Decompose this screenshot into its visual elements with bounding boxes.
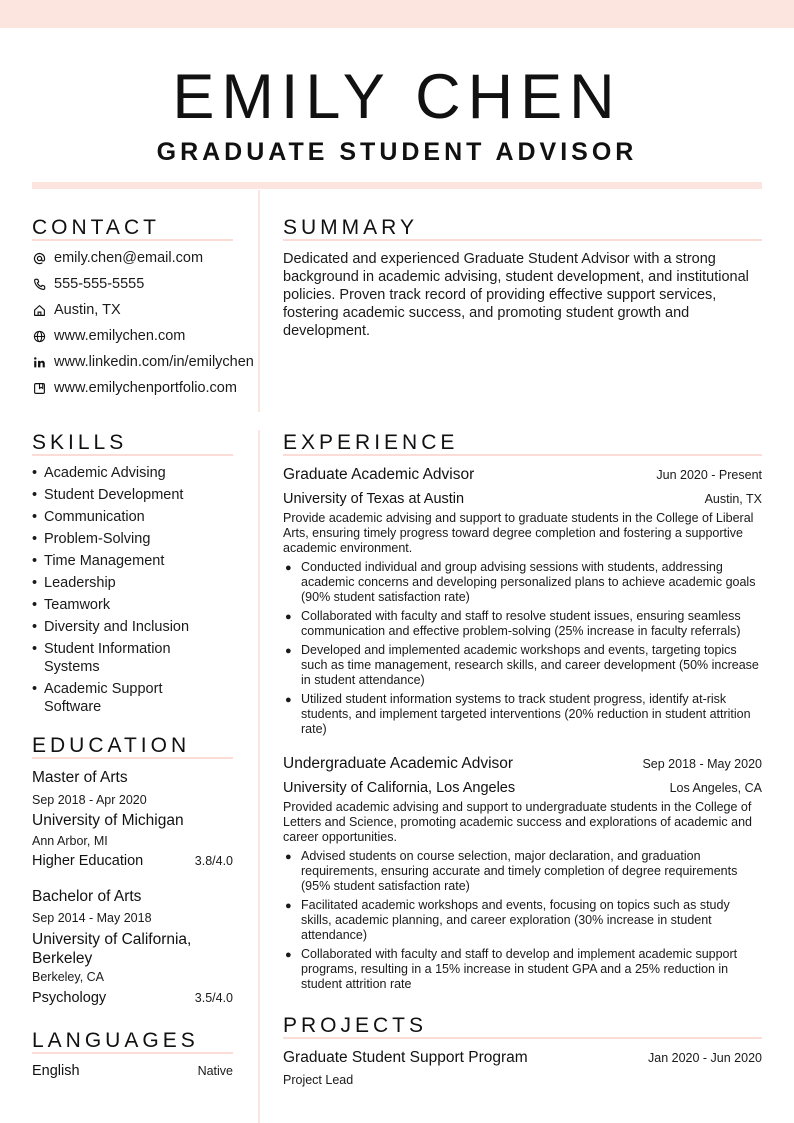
job-bullet: ● Utilized student information systems to track student progress, identify at-risk students, and implement targeted interventions (20% reduction in student attrition rate) [285,692,751,736]
summary-heading: SUMMARY [283,216,418,239]
skill-item: • Academic Support Software [32,681,163,715]
edu-dates: Sep 2018 - Apr 2020 [32,793,147,807]
portfolio-icon [32,381,46,395]
contact-phone-text: 555-555-5555 [54,276,145,292]
language-name: English [32,1063,80,1079]
job-bullet: ● Facilitated academic workshops and events, focusing on topics such as study skills, academic planning, and career exploration (30% increase in student attendance) [285,898,730,942]
edu-gpa: 3.8/4.0 [194,854,233,868]
contact-heading: CONTACT [32,216,160,239]
summary-text: Dedicated and experienced Graduate Student Advisor with a strong background in academic advising, student development, and institutional policies. Proven track record of providing effective support services, fostering academic success, and promoting student growth and development. [283,251,749,339]
edu-school: University of Michigan [32,812,184,829]
contact-location [32,300,121,320]
skill-item: • Leadership [32,575,116,591]
contact-portfolio-text: www.emilychenportfolio.com [54,380,237,396]
summary-heading-rule [283,239,762,241]
globe-icon [32,329,46,343]
job-bullet: ● Conducted individual and group advising sessions with students, addressing academic concerns and developing personalized plans to achieve academic goals (90% student satisfaction rate) [285,560,756,604]
skill-item: • Teamwork [32,597,111,613]
experience-heading: EXPERIENCE [283,431,459,454]
header-divider [32,182,762,189]
job-bullets [283,849,763,996]
job-bullet: ● Developed and implemented academic workshops and events, targeting topics such as time management, research skills, and career development (50% increase in student attendance) [285,643,759,687]
languages-heading: LANGUAGES [32,1029,199,1052]
projects-heading-rule [283,1037,762,1039]
job-title: Graduate Academic Advisor [283,466,475,483]
contact-linkedin[interactable] [32,352,254,372]
job-title: Undergraduate Academic Advisor [283,755,514,772]
edu-degree: Bachelor of Arts [32,888,142,905]
contact-website-text: www.emilychen.com [54,328,186,344]
contact-location-text: Austin, TX [54,302,121,318]
job-bullet: ● Advised students on course selection, major declaration, and graduation requirements, ensuring accurate and timely completion of degree requirements (95% student satisfaction rate) [285,849,738,893]
candidate-title: GRADUATE STUDENT ADVISOR [156,138,638,166]
project-role: Project Lead [283,1073,354,1087]
education-heading-rule [32,757,233,759]
job-bullet: ● Collaborated with faculty and staff to develop and implement academic support programs, resulting in a 15% increase in student GPA and a 25% reduction in student attrition rate [285,947,738,991]
linkedin-icon [32,355,46,369]
job-dates: Jun 2020 - Present [656,468,762,482]
project-dates: Jan 2020 - Jun 2020 [648,1051,762,1065]
skill-item: • Student Development [32,487,184,503]
experience-heading-rule [283,454,762,456]
contact-email-text: emily.chen@email.com [54,250,204,266]
job-bullets [283,560,763,741]
job-dates: Sep 2018 - May 2020 [642,757,762,771]
job-description: Provided academic advising and support to undergraduate students in the College of Letters and Science, promoting academic success and explorations of academic and career opportunities. [283,800,753,844]
projects-heading: PROJECTS [283,1014,428,1037]
skills-heading-rule [32,454,233,456]
job-description: Provide academic advising and support to graduate students in the College of Liberal Arts, ensuring timely progress toward degree completion and fostering a supportive academic environment. [283,511,754,555]
home-icon [32,303,46,317]
skills-heading: SKILLS [32,431,128,454]
job-bullet: ● Collaborated with faculty and staff to resolve student issues, ensuring seamless communication and effective problem-solving (25% increase in faculty referrals) [285,609,741,638]
at-icon [32,251,46,265]
contact-email[interactable] [32,248,203,268]
education-heading: EDUCATION [32,734,191,757]
edu-location: Berkeley, CA [32,970,105,984]
column-divider-top [258,190,260,412]
job-location: Austin, TX [704,492,762,506]
candidate-name: EMILY CHEN [172,62,622,132]
language-level: Native [197,1064,233,1078]
edu-dates: Sep 2014 - May 2018 [32,911,152,925]
contact-linkedin-text: www.linkedin.com/in/emilychen [54,354,254,370]
contact-heading-rule [32,239,233,241]
skill-item: • Communication [32,509,145,525]
job-location: Los Angeles, CA [669,781,762,795]
contact-website[interactable] [32,326,185,346]
skill-item: • Problem-Solving [32,531,151,547]
edu-location: Ann Arbor, MI [32,834,108,848]
contact-portfolio[interactable] [32,378,237,398]
column-divider-bottom [258,430,260,1123]
phone-icon [32,277,46,291]
edu-gpa: 3.5/4.0 [194,991,233,1005]
skill-item: • Student Information Systems [32,641,171,675]
edu-field: Higher Education [32,853,144,869]
project-name: Graduate Student Support Program [283,1049,528,1066]
top-accent-band [0,0,794,28]
job-org: University of California, Los Angeles [283,780,516,796]
edu-degree: Master of Arts [32,769,128,786]
edu-school: University of California, Berkeley [32,931,192,967]
skills-list [32,464,237,720]
job-org: University of Texas at Austin [283,491,465,507]
skill-item: • Academic Advising [32,465,166,481]
skill-item: • Diversity and Inclusion [32,619,190,635]
skill-item: • Time Management [32,553,165,569]
edu-field: Psychology [32,990,107,1006]
contact-phone[interactable] [32,274,144,294]
languages-heading-rule [32,1052,233,1054]
